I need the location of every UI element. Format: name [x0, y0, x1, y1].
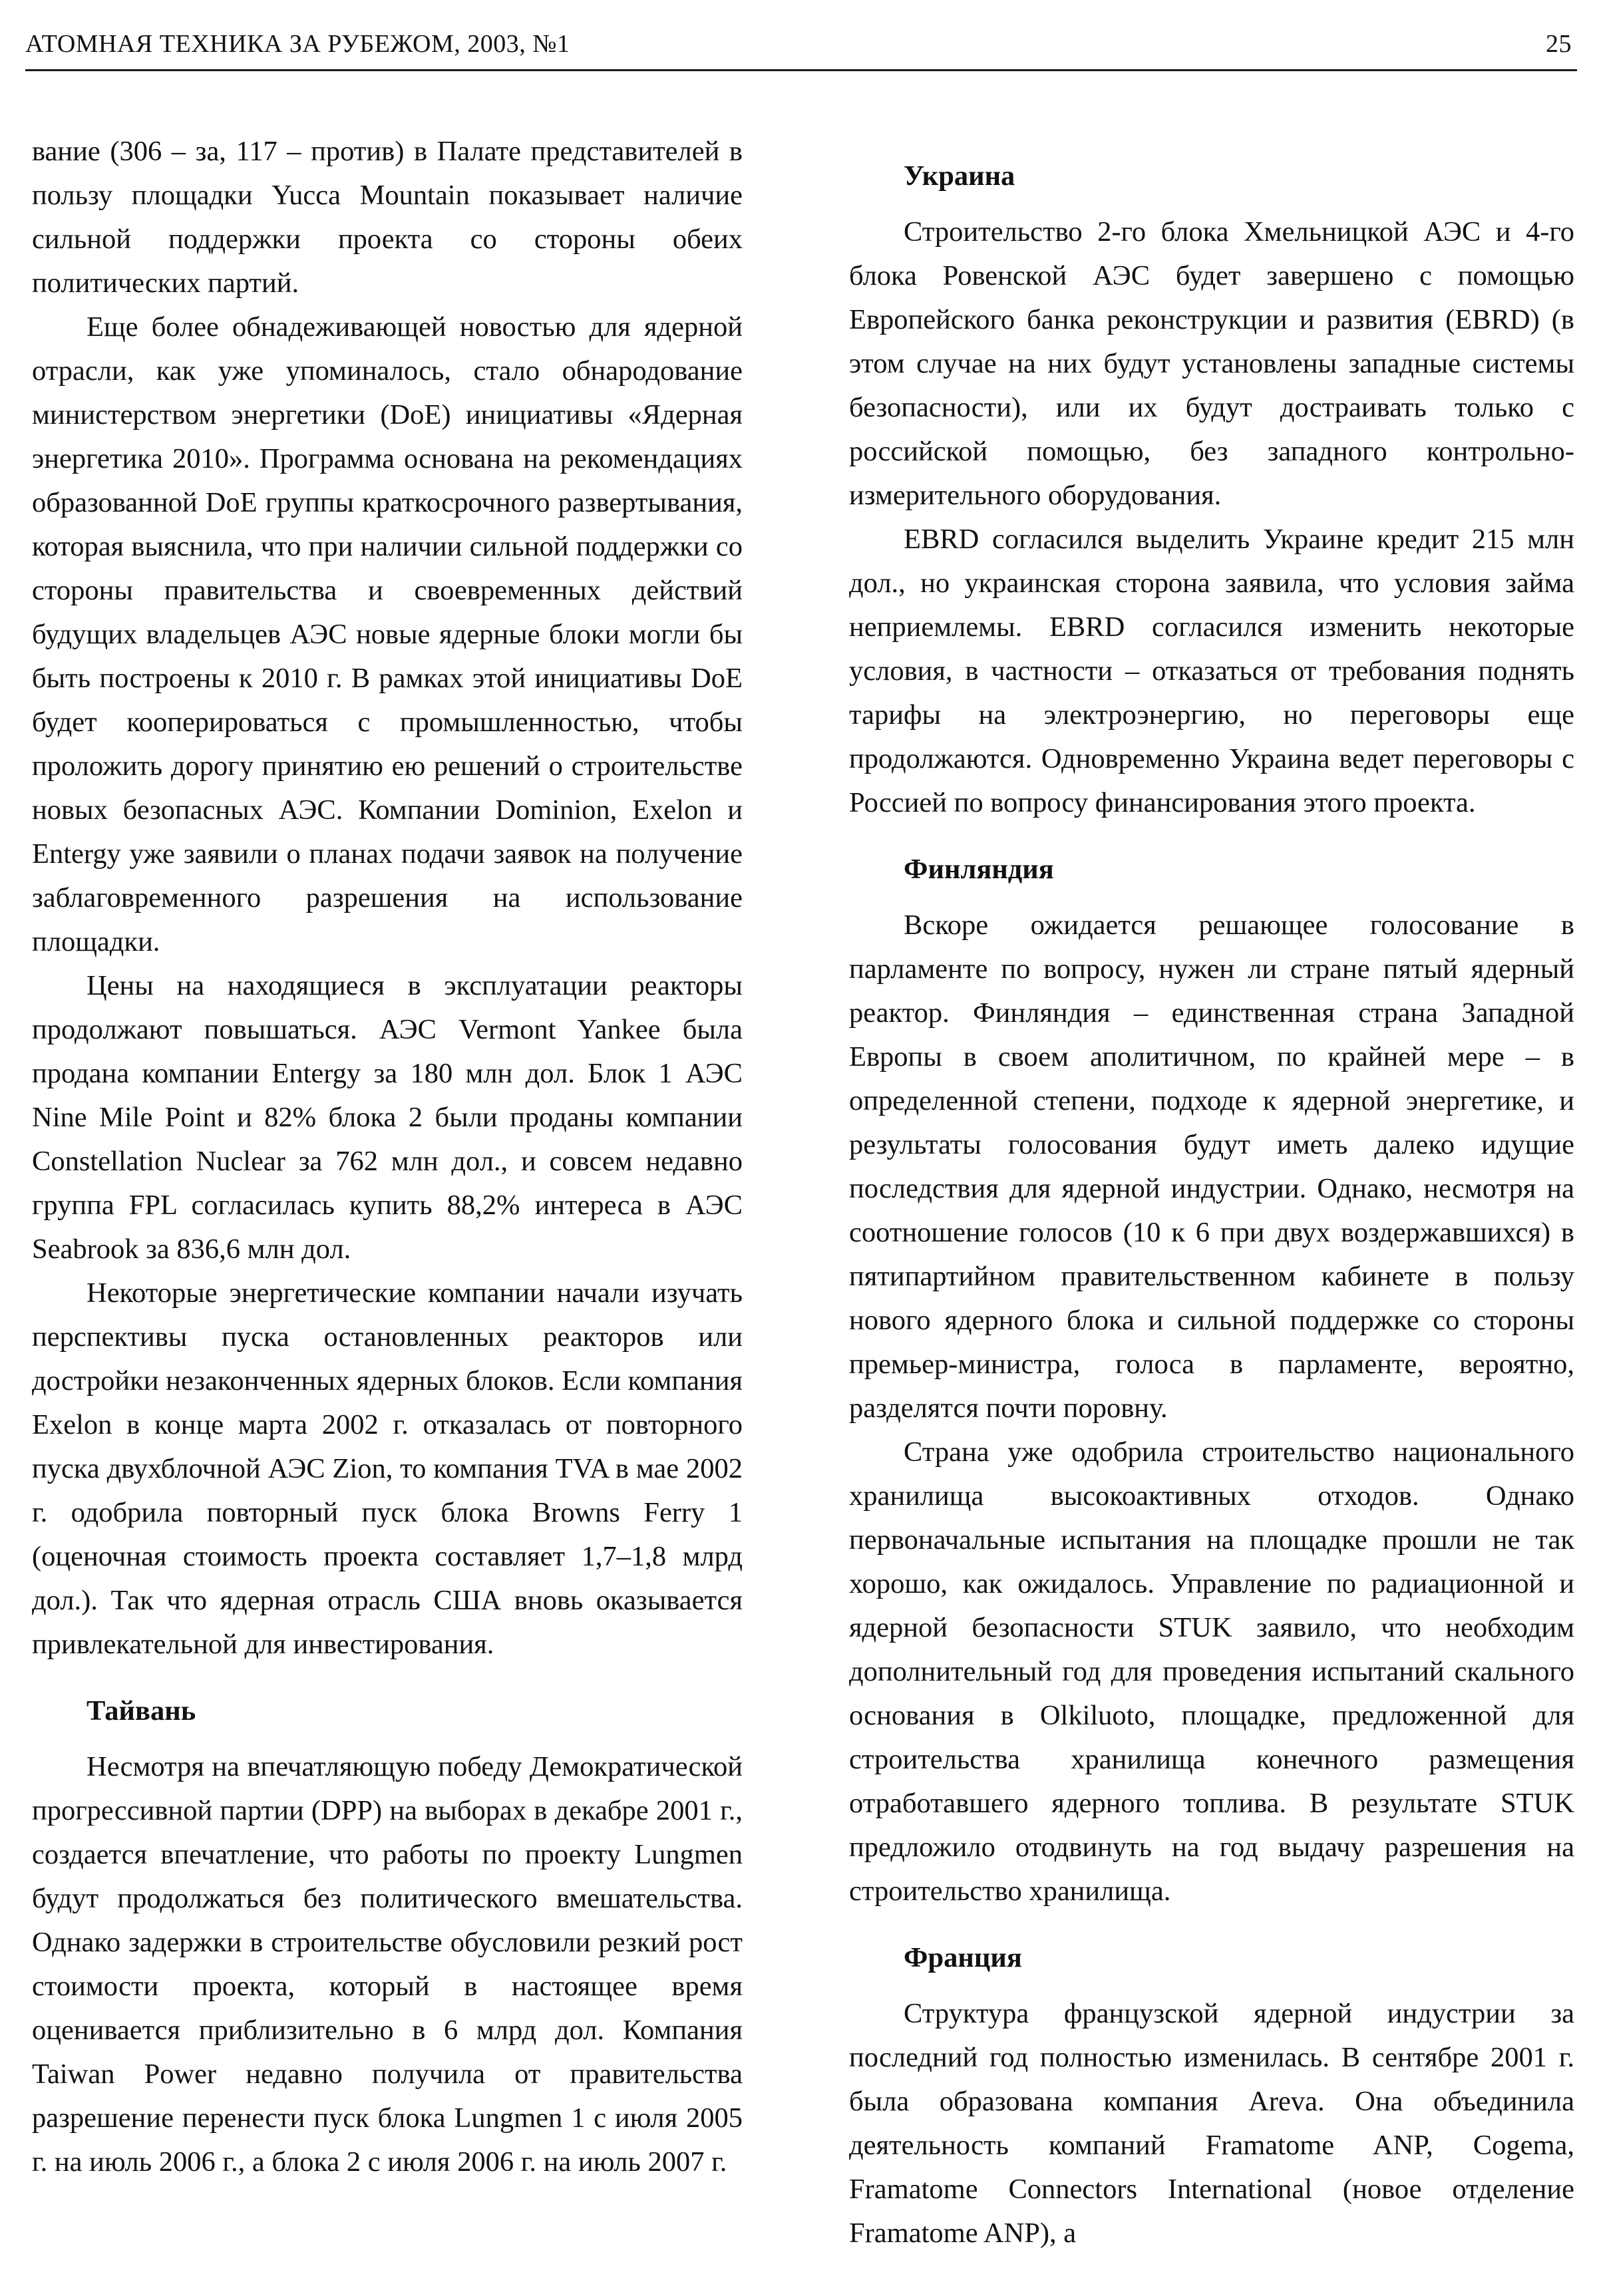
paragraph: Структура французской ядерной индустрии за последний год полностью изменилась. В сентябре 2001 г. была образована компания Areva. Она объединила деятельность компаний Framatome ANP, Cogema, Framatome Connectors International (новое отделение Framatome ANP), а: [849, 1998, 1574, 2249]
paragraph: Страна уже одобрила строительство национального хранилища высокоактивных отходов. Однако первоначальные испытания на площадке прошли не так хорошо, как ожидалось. Управление по радиационной и ядерной безопасности STUK заявило, что необходим дополнительный год для проведения испытаний скального основания в Olkiluoto, площадке, предложенной для строительства хранилища конечного размещения отработавшего ядерного топлива. В результате STUK предложило отодвинуть на год выдачу разрешения на строительство хранилища.: [849, 1436, 1574, 1907]
paragraph: Вскоре ожидается решающее голосование в парламенте по вопросу, нужен ли стране пятый ядерный реактор. Финляндия – единственная страна Западной Европы в своем аполитичном, по крайней мере – в определенной степени, подходе к ядерной энергетике, и результаты голосования будут иметь далеко идущие последствия для ядерной индустрии. Однако, несмотря на соотношение голосов (10 к 6 при двух воздержавшихся) в пятипартийном правительственном кабинете в пользу нового ядерного блока и сильной поддержке со стороны премьер-министра, голоса в парламенте, вероятно, разделятся почти поровну.: [849, 909, 1574, 1424]
spacer: [849, 198, 1574, 210]
paragraph: Некоторые энергетические компании начали изучать перспективы пуска остановленных реакторов или достройки незаконченных ядерных блоков. Если компания Exelon в конце марта 2002 г. отказалась от повторного пуска двухблочной АЭС Zion, то компания TVA в мае 2002 г. одобрила повторный пуск блока Browns Ferry 1 (оценочная стоимость проекта составляет 1,7–1,8 млрд дол.). Так что ядерная отрасль США вновь оказывается привлекательной для инвестирования.: [32, 1277, 743, 1660]
section-heading-ukraine: Украина: [904, 160, 1015, 192]
right-column: [849, 154, 1574, 2255]
spacer: [849, 892, 1574, 903]
paragraph: Несмотря на впечатляющую победу Демократической прогрессивной партии (DPP) на выборах в декабре 2001 г., создается впечатление, что работы по проекту Lungmen будут продолжаться без политического вмешательства. Однако задержки в строительстве обусловили резкий рост стоимости проекта, который в настоящее время оценивается приблизительно в 6 млрд дол. Компания Taiwan Power недавно получила от правительства разрешение перенести пуск блока Lungmen 1 с июля 2005 г. на июль 2006 г., а блока 2 с июля 2006 г. на июль 2007 г.: [32, 1751, 743, 2178]
section-heading-finland: Финляндия: [904, 854, 1054, 885]
left-column: [32, 130, 743, 2184]
section-heading-france: Франция: [904, 1942, 1022, 1973]
paragraph: Еще более обнадеживающей новостью для ядерной отрасли, как уже упоминалось, стало обнародование министерством энергетики (DoE) инициативы «Ядерная энергетика 2010». Программа основана на рекомендациях образованной DoE группы краткосрочного развертывания, которая выяснила, что при наличии сильной поддержки со стороны правительства и своевременных действий будущих владельцев АЭС новые ядерные блоки могли бы быть построены к 2010 г. В рамках этой инициативы DoE будет кооперироваться с промышленностью, чтобы проложить дорогу принятию ею решений о строительстве новых безопасных АЭС. Компании Dominion, Exelon и Entergy уже заявили о планах подачи заявок на получение заблаговременного разрешения на использование площадки.: [32, 311, 743, 957]
running-head: [25, 19, 1572, 59]
paragraph: EBRD согласился выделить Украине кредит 215 млн дол., но украинская сторона заявила, что условия займа неприемлемы. EBRD согласился изменить некоторые условия, в частности – отказаться от требования поднять тарифы на электроэнергию, но переговоры еще продолжаются. Одновременно Украина ведет переговоры с Россией по вопросу финансирования этого проекта.: [849, 524, 1574, 818]
spacer: [32, 1733, 743, 1745]
spacer: [849, 1980, 1574, 1992]
journal-title: АТОМНАЯ ТЕХНИКА ЗА РУБЕЖОМ, 2003, №1: [25, 30, 570, 58]
spacer: [849, 825, 1574, 848]
spacer: [32, 1667, 743, 1689]
page-number: 25: [1546, 30, 1572, 58]
spacer: [849, 1913, 1574, 1936]
header-rule: [25, 69, 1577, 71]
paragraph: Цены на находящиеся в эксплуатации реакторы продолжают повышаться. АЭС Vermont Yankee была продана компании Entergy за 180 млн дол. Блок 1 АЭС Nine Mile Point и 82% блока 2 были проданы компании Constellation Nuclear за 762 млн дол., и совсем недавно группа FPL согласилась купить 88,2% интереса в АЭС Seabrook за 836,6 млн дол.: [32, 970, 743, 1265]
section-heading-taiwan: Тайвань: [87, 1695, 196, 1726]
paragraph: вание (306 – за, 117 – против) в Палате представителей в пользу площадки Yucca Mountain показывает наличие сильной поддержки проекта со стороны обеих политических партий.: [32, 136, 743, 299]
paragraph: Строительство 2-го блока Хмельницкой АЭС и 4-го блока Ровенской АЭС будет завершено с помощью Европейского банка реконструкции и развития (EBRD) (в этом случае на них будут установлены западные системы безопасности), или их будут достраивать только с российской помощью, без западного контрольно-измерительного оборудования.: [849, 216, 1574, 511]
